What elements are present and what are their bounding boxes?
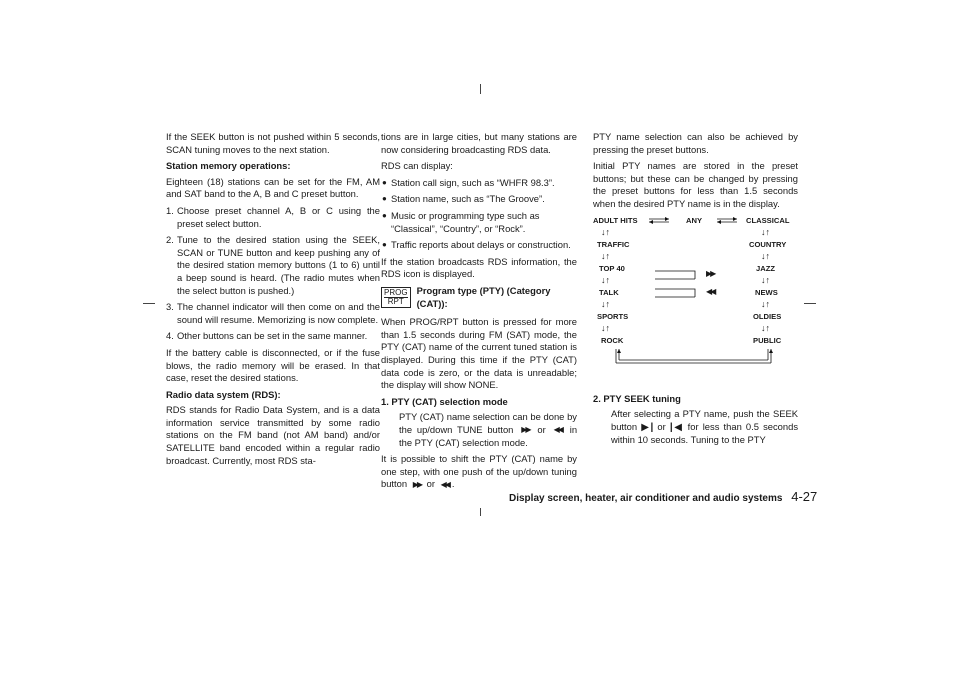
up-down-arrows-icon: ↓↑	[601, 298, 610, 309]
pty-label-adult-hits: ADULT HITS	[593, 215, 638, 225]
up-down-arrows-icon: ↓↑	[761, 322, 770, 333]
rds-icon-paragraph: If the station broadcasts RDS information, the RDS icon is displayed.	[381, 255, 577, 280]
pty-label-rock: ROCK	[601, 335, 624, 345]
pty-label-sports: SPORTS	[597, 311, 629, 321]
pty-cycle-lines	[593, 215, 793, 385]
crop-mark-left	[143, 303, 155, 304]
rewind-icon: ◀◀	[706, 286, 715, 296]
section-title: Display screen, heater, air conditioner and audio systems	[509, 493, 783, 504]
pty-seek-paragraph: After selecting a PTY name, push the SEEK button ▶| or |◀ for less than 0.5 seconds within 10 seconds. Tuning to the PTY	[611, 408, 799, 446]
crop-mark-bottom	[480, 508, 481, 516]
prog-rpt-icon: PROG RPT	[381, 287, 411, 308]
rds-paragraph: RDS stands for Radio Data System, and is a data information service transmitted by some radio stations on the FM band (not AM band) and/or SATELLITE band encoded within a regular radio broadcast. Currently, most RDS sta-	[166, 404, 380, 466]
pty-shift-paragraph: It is possible to shift the PTY (CAT) name by one step, with one push of the up/down tuning button ▶▶ or ◀◀ .	[381, 453, 577, 490]
pty-label-jazz: JAZZ	[756, 263, 775, 273]
pty-label-classical: CLASSICAL	[746, 215, 790, 225]
column-1	[166, 131, 380, 471]
pty-cycle-diagram	[593, 215, 793, 385]
pty-label-any: ANY	[686, 215, 703, 225]
up-down-arrows-icon: ↓↑	[761, 298, 770, 309]
pty-heading: Program type (PTY) (Category (CAT)):	[416, 284, 551, 309]
column-3	[593, 131, 798, 451]
rds-can-display: RDS can display:	[381, 160, 453, 172]
fast-forward-icon: ▶▶	[521, 425, 530, 435]
seek-next-icon: ▶|	[641, 421, 654, 433]
fast-forward-icon: ▶▶	[412, 479, 421, 489]
up-down-arrows-icon: ↓↑	[601, 274, 610, 285]
list-item: 2. Tune to the desired station using the SEEK, SCAN or TUNE button and keep pushing any of the desired station memory buttons (1 to 6) until a beep sound is heard. (The radio mutes when the select button is pushed.)	[166, 234, 380, 296]
station-memory-intro: Eighteen (18) stations can be set for the FM, AM and SAT band to the A, B and C preset button.	[166, 175, 380, 200]
pty-paragraph: When PROG/RPT button is pressed for more than 1.5 seconds during FM (SAT) mode, the PTY (CAT) name of the current tuned station is displayed. During this time if the PTY (CAT) data code is zero, or the data is unreadable; the display will show NONE.	[381, 316, 577, 391]
pty-seek-heading: 2. PTY SEEK tuning	[593, 392, 681, 404]
up-down-arrows-icon: ↓↑	[601, 322, 610, 333]
crop-mark-right	[804, 303, 816, 304]
up-down-arrows-icon: ↓↑	[601, 226, 610, 237]
up-down-arrows-icon: ↓↑	[761, 226, 770, 237]
pty-selection-paragraph: PTY (CAT) name selection can be done by the up/down TUNE button ▶▶ or ◀◀ in the PTY (CAT) selection mode.	[399, 411, 578, 448]
page-number: 4-27	[791, 489, 818, 504]
rewind-icon: ◀◀	[553, 425, 562, 435]
pty-label-public: PUBLIC	[753, 335, 782, 345]
seek-scan-paragraph: If the SEEK button is not pushed within 5 seconds, SCAN tuning moves to the next station.	[166, 131, 380, 155]
list-item: 4. Other buttons can be set in the same manner.	[166, 330, 368, 342]
column-2	[381, 131, 577, 495]
list-item: 3. The channel indicator will then come on and the sound will resume. Memorizing is now complete.	[166, 301, 380, 325]
list-item: 1. Choose preset channel A, B or C using the preset select button.	[166, 204, 380, 229]
battery-paragraph: If the battery cable is disconnected, or if the fuse blows, the radio memory will be erased. In that case, reset the desired stations.	[166, 346, 380, 384]
up-down-arrows-icon: ↓↑	[601, 250, 610, 261]
fast-forward-icon: ▶▶	[706, 268, 715, 278]
list-item: ● Station call sign, such as “WHFR 98.3”.	[382, 176, 555, 188]
crop-mark-top	[480, 84, 481, 94]
seek-previous-icon: |◀	[669, 421, 684, 433]
rewind-icon: ◀◀	[440, 479, 449, 489]
initial-pty-paragraph: Initial PTY names are stored in the preset buttons; but these can be changed by pressing the preset buttons for less than 1.5 seconds when the desired PTY name is in the display.	[593, 160, 798, 209]
pty-selection-heading: 1. PTY (CAT) selection mode	[381, 395, 508, 407]
rds-bullets	[381, 177, 577, 252]
pty-label-country: COUNTRY	[749, 239, 787, 249]
rds-heading: Radio data system (RDS):	[166, 388, 281, 400]
list-item: ● Music or programming type such as “Classical”, “Country”, or “Rock”.	[382, 209, 540, 234]
pty-label-traffic: TRAFFIC	[597, 239, 630, 249]
up-down-arrows-icon: ↓↑	[761, 274, 770, 285]
memory-steps-list	[166, 205, 380, 343]
station-memory-heading: Station memory operations:	[166, 160, 291, 172]
pty-label-news: NEWS	[755, 287, 778, 297]
pty-label-oldies: OLDIES	[753, 311, 782, 321]
up-down-arrows-icon: ↓↑	[761, 250, 770, 261]
list-item: ● Traffic reports about delays or construction.	[382, 239, 571, 251]
list-item: ● Station name, such as “The Groove”.	[382, 193, 545, 205]
pty-label-top40: TOP 40	[599, 263, 625, 273]
pty-label-talk: TALK	[599, 287, 619, 297]
page-footer	[509, 489, 817, 504]
rds-continued: tions are in large cities, but many stations are now considering broadcasting RDS data.	[381, 131, 577, 155]
preset-paragraph: PTY name selection can also be achieved by pressing the preset buttons.	[593, 131, 798, 155]
